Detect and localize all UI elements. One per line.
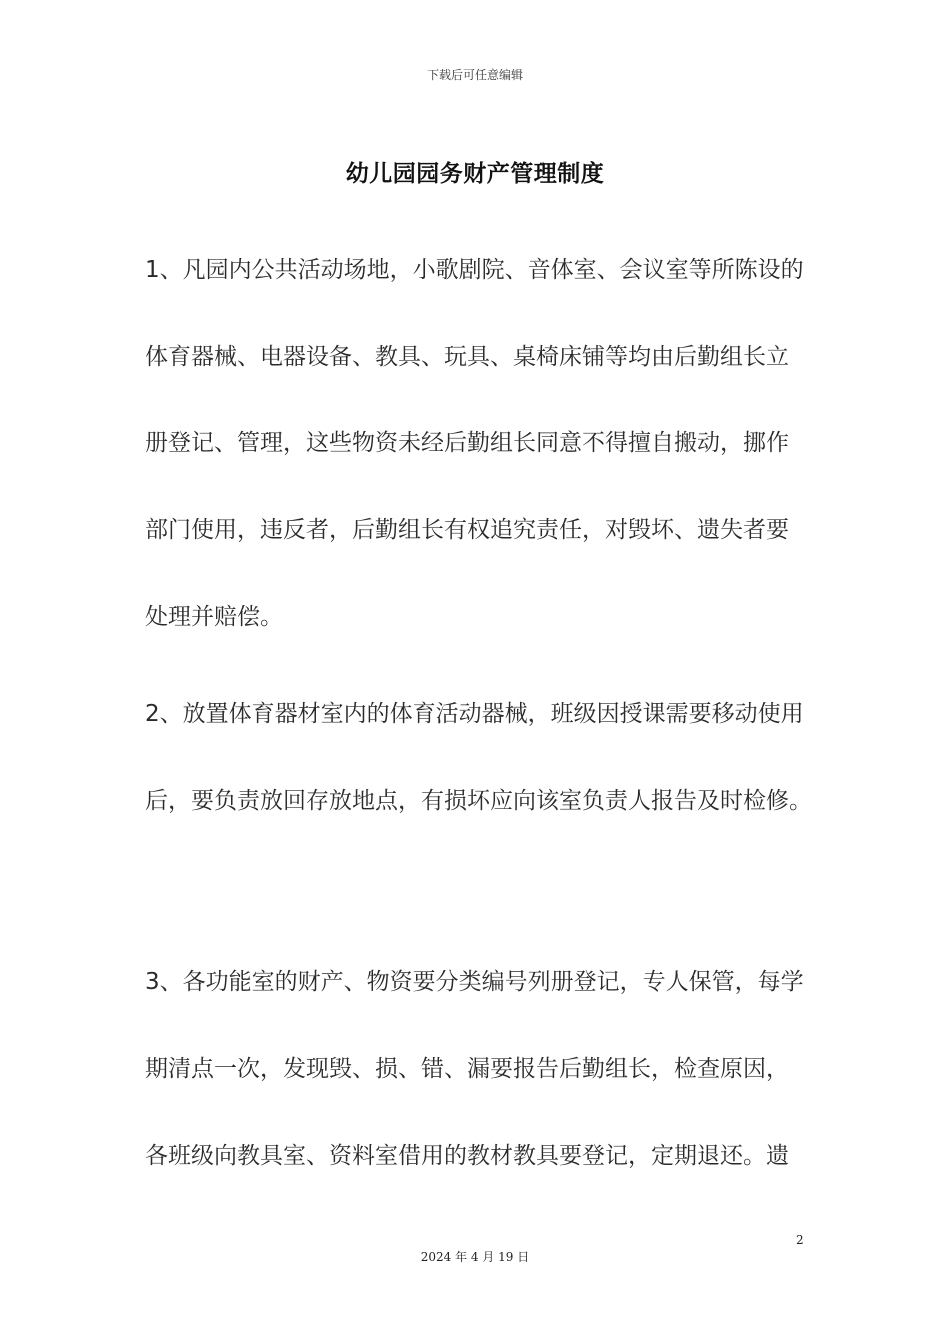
document-title: 幼儿园园务财产管理制度	[345, 161, 605, 187]
body-line: 各班级向教具室、资料室借用的教材教具要登记，定期退还。遗	[145, 1143, 789, 1169]
body-line: 3、各功能室的财产、物资要分类编号列册登记，专人保管，每学	[145, 969, 804, 995]
header-note: 下载后可任意编辑	[426, 68, 523, 82]
body-line: 处理并赔偿。	[145, 604, 283, 630]
body-line: 体育器械、电器设备、教具、玩具、桌椅床铺等均由后勤组长立	[145, 344, 789, 370]
body-line: 期清点一次，发现毁、损、错、漏要报告后勤组长，检查原因，	[145, 1056, 789, 1082]
body-line: 1、凡园内公共活动场地，小歌剧院、音体室、会议室等所陈设的	[145, 257, 804, 283]
body-line: 后，要负责放回存放地点，有损坏应向该室负责人报告及时检修。	[145, 788, 812, 814]
body-line: 册登记、管理，这些物资未经后勤组长同意不得擅自搬动，挪作	[145, 430, 789, 456]
page-number: 2	[796, 1233, 804, 1247]
body-line: 2、放置体育器材室内的体育活动器械，班级因授课需要移动使用	[145, 701, 804, 727]
footer-date: 2024 年 4 月 19 日	[420, 1250, 530, 1264]
body-line: 部门使用，违反者，后勤组长有权追究责任，对毁坏、遗失者要	[145, 517, 789, 543]
